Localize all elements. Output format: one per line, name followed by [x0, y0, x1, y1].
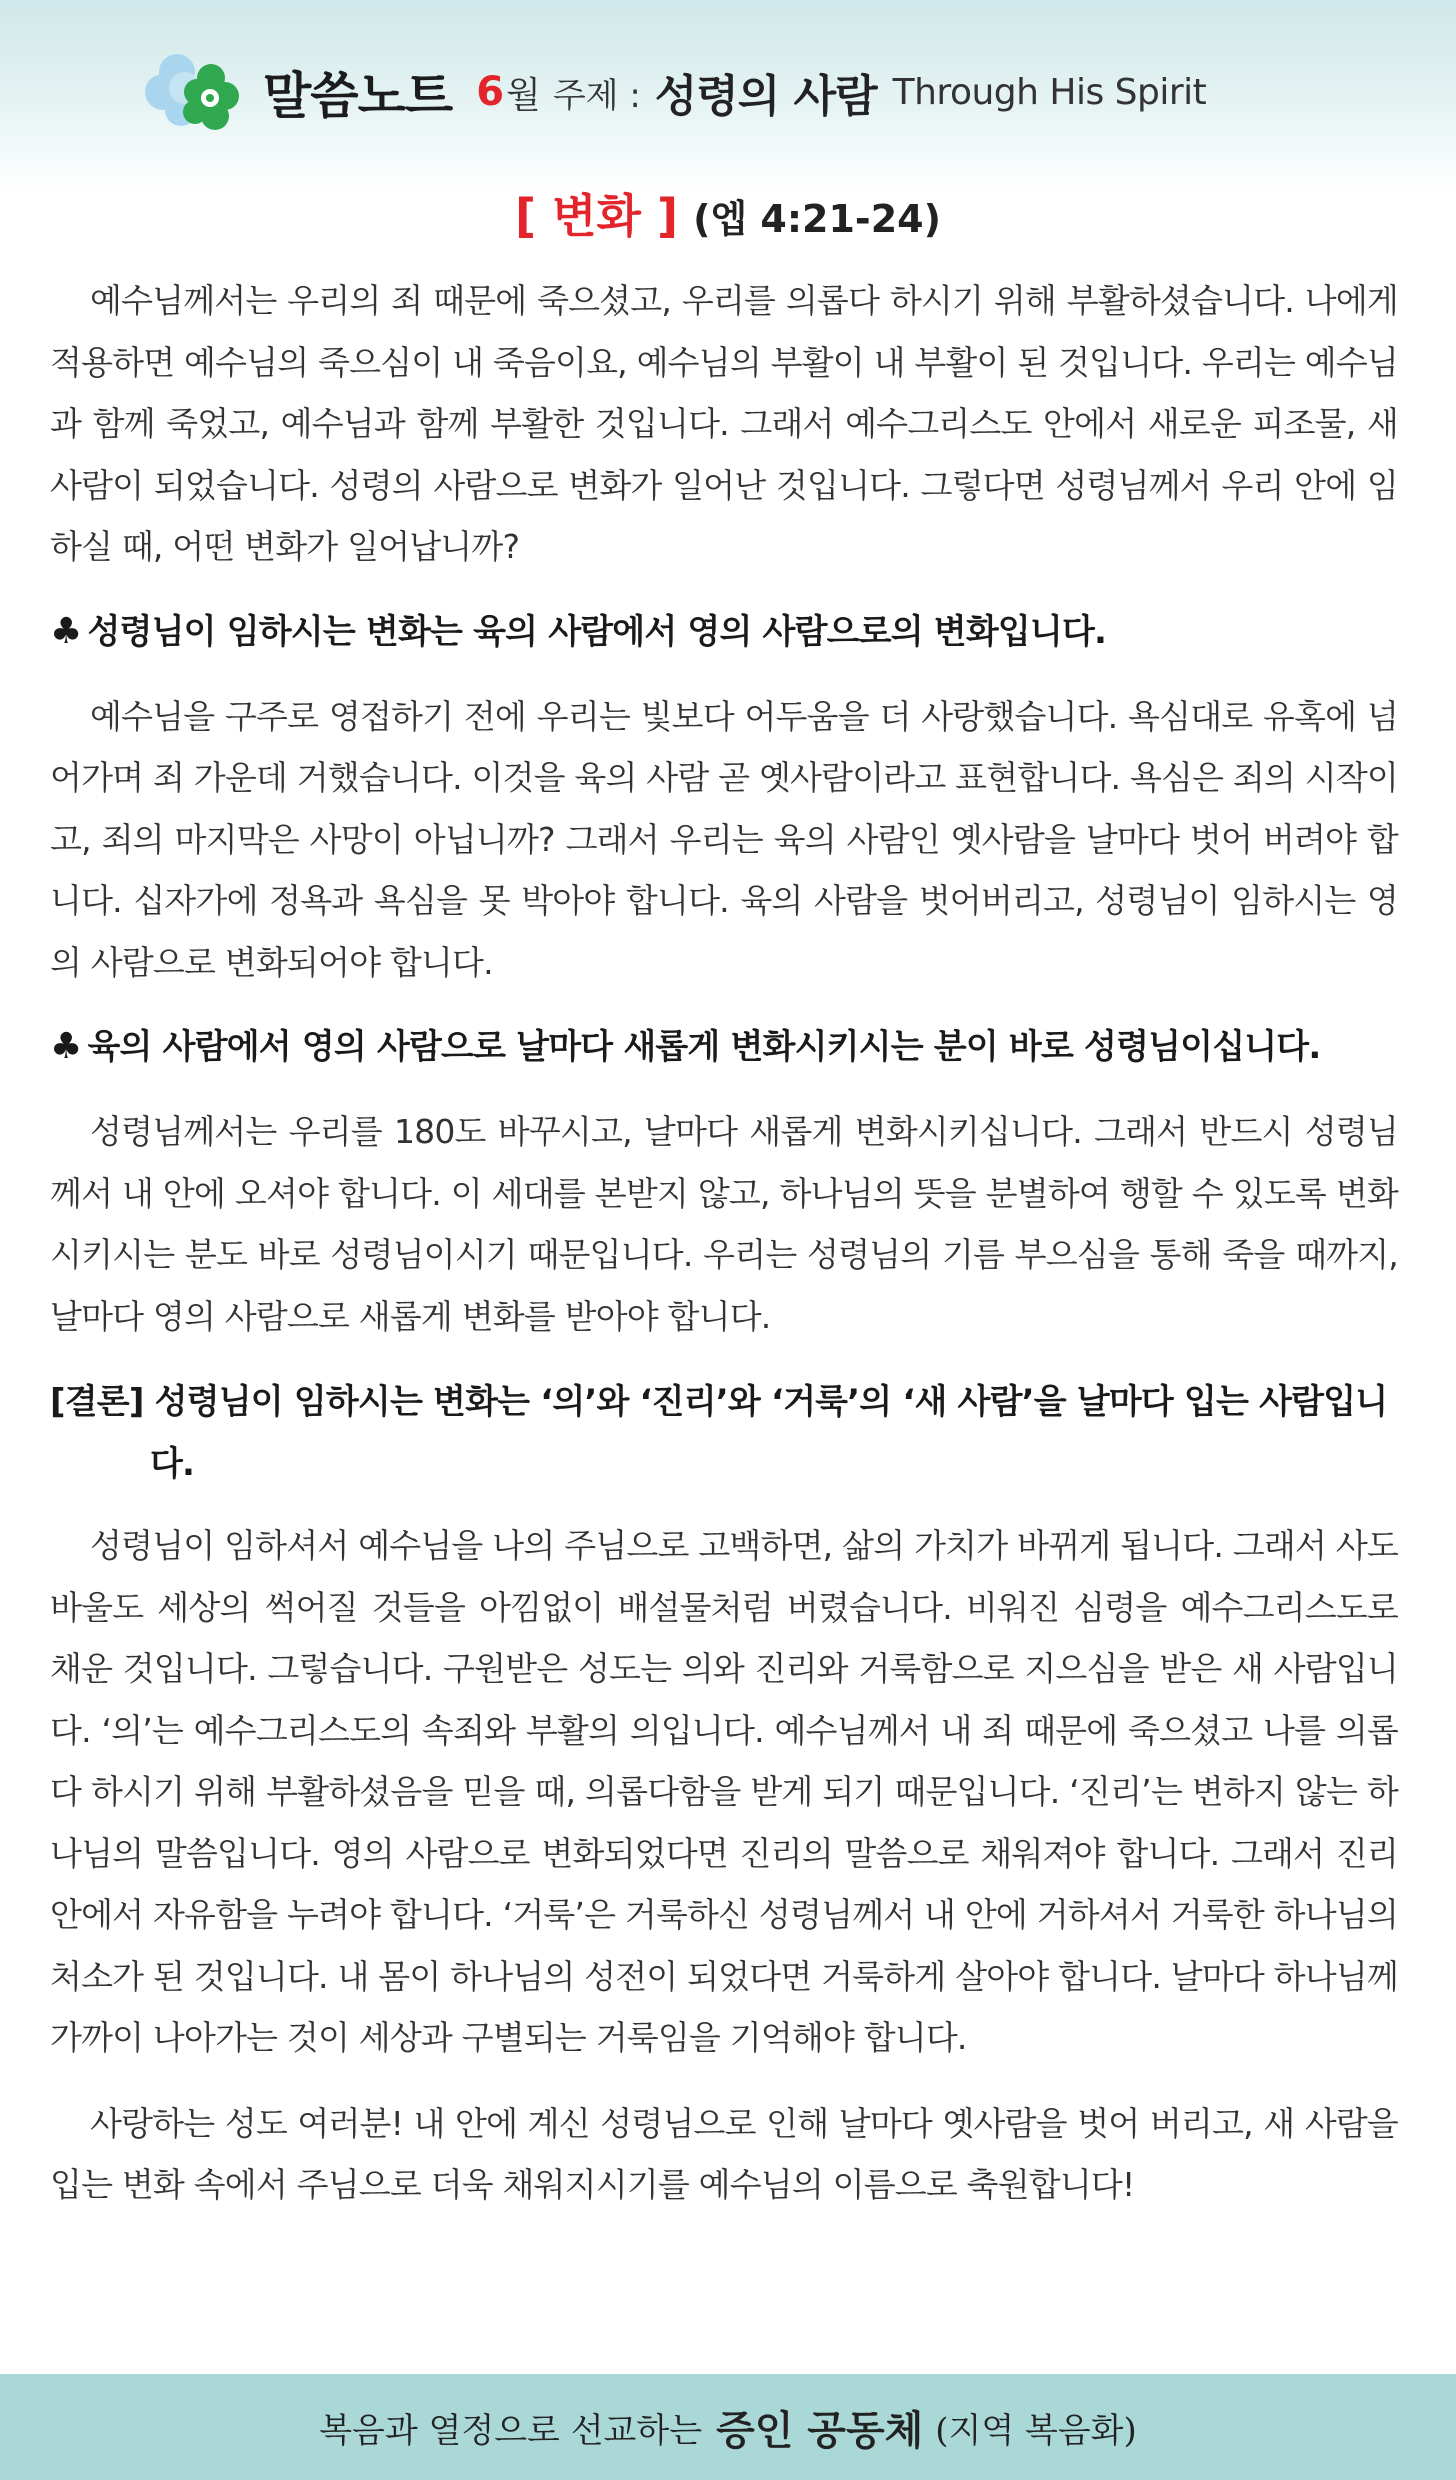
paragraph-point-2: 성령님께서는 우리를 180도 바꾸시고, 날마다 새롭게 변화시키십니다. 그래서 반드시 성령님께서 내 안에 오셔야 합니다. 이 세대를 본받지 않고, 하나님의 뜻을 분별하여 행할 수 있도록 변화시키시는 분도 바로 성령님이시기 때문입니다. 우리는 성령님의 기름 부으심을 통해 죽을 때까지, 날마다 영의 사람으로 새롭게 변화를 받아야 합니다. [50, 1112, 1398, 1336]
paragraph-closing: 사랑하는 성도 여러분! 내 안에 계신 성령님으로 인해 날마다 옛사람을 벗어 버리고, 새 사람을 입는 변화 속에서 주님으로 더욱 채워지시기를 예수님의 이름으로 축원합니다! [50, 2103, 1398, 2204]
month-number: 6 [476, 69, 505, 115]
flower-logo-icon [145, 42, 245, 142]
page-header [145, 42, 1206, 142]
sermon-title-text: [ 변화 ] [515, 189, 678, 243]
brand-title: 말씀노트 [263, 67, 453, 125]
scripture-reference: (엡 4:21-24) [693, 197, 941, 241]
theme-english: Through His Spirit [892, 71, 1207, 113]
club-icon: ♣ [50, 1026, 82, 1067]
footer-banner [0, 2374, 1456, 2480]
theme-title: 성령의 사람 [654, 71, 877, 122]
footer-text-3: (지역 복음화) [935, 2410, 1137, 2451]
point-heading-1 [50, 602, 1398, 662]
paragraph-point-1: 예수님을 구주로 영접하기 전에 우리는 빛보다 어두움을 더 사랑했습니다. 욕심대로 유혹에 넘어가며 죄 가운데 거했습니다. 이것을 육의 사람 곧 옛사람이라고 표현합니다. 욕심은 죄의 시작이고, 죄의 마지막은 사망이 아닙니까? 그래서 우리는 육의 사람인 옛사람을 날마다 벗어 버려야 합니다. 십자가에 정욕과 욕심을 못 박아야 합니다. 육의 사람을 벗어버리고, 성령님이 임하시는 영의 사람으로 변화되어야 합니다. [50, 696, 1398, 982]
month-unit: 월 [506, 74, 541, 116]
point-heading-2-text: 육의 사람에서 영의 사람으로 날마다 새롭게 변화시키시는 분이 바로 성령님이십니다. [87, 1027, 1321, 1067]
point-heading-1-text: 성령님이 임하시는 변화는 육의 사람에서 영의 사람으로의 변화입니다. [87, 611, 1107, 652]
footer-text-2: 증인 공동체 [716, 2406, 924, 2454]
conclusion-heading: [결론] 성령님이 임하시는 변화는 ‘의’와 ‘진리’와 ‘거룩’의 ‘새 사람’을 날마다 입는 사람입니다. [50, 1382, 1388, 1484]
point-heading-2 [50, 1017, 1398, 1077]
sermon-body [50, 270, 1398, 2240]
theme-label: 주제 : [552, 75, 641, 116]
club-icon: ♣ [50, 610, 82, 652]
sermon-title [0, 180, 1456, 246]
footer-text-1: 복음과 열정으로 선교하는 [319, 2410, 703, 2451]
paragraph-intro: 예수님께서는 우리의 죄 때문에 죽으셨고, 우리를 의롭다 하시기 위해 부활하셨습니다. 나에게 적용하면 예수님의 죽으심이 내 죽음이요, 예수님의 부활이 내 부활이 된 것입니다. 우리는 예수님과 함께 죽었고, 예수님과 함께 부활한 것입니다. 그래서 예수그리스도 안에서 새로운 피조물, 새 사람이 되었습니다. 성령의 사람으로 변화가 일어난 것입니다. 그렇다면 성령님께서 우리 안에 임하실 때, 어떤 변화가 일어납니까? [50, 281, 1398, 566]
paragraph-conclusion: 성령님이 임하셔서 예수님을 나의 주님으로 고백하면, 삶의 가치가 바뀌게 됩니다. 그래서 사도 바울도 세상의 썩어질 것들을 아낌없이 배설물처럼 버렸습니다. 비워진 심령을 예수그리스도로 채운 것입니다. 그렇습니다. 구원받은 성도는 의와 진리와 거룩함으로 지으심을 받은 새 사람입니다. ‘의’는 예수그리스도의 속죄와 부활의 의입니다. 예수님께서 내 죄 때문에 죽으셨고 나를 의롭다 하시기 위해 부활하셨음을 믿을 때, 의롭다함을 받게 되기 때문입니다. ‘진리’는 변하지 않는 하나님의 말씀입니다. 영의 사람으로 변화되었다면 진리의 말씀으로 채워져야 합니다. 그래서 진리 안에서 자유함을 누려야 합니다. ‘거룩’은 거룩하신 성령님께서 내 안에 거하셔서 거룩한 하나님의 처소가 된 것입니다. 내 몸이 하나님의 성전이 되었다면 거룩하게 살아야 합니다. 날마다 하나님께 가까이 나아가는 것이 세상과 구별되는 거룩임을 기억해야 합니다. [50, 1526, 1398, 2057]
